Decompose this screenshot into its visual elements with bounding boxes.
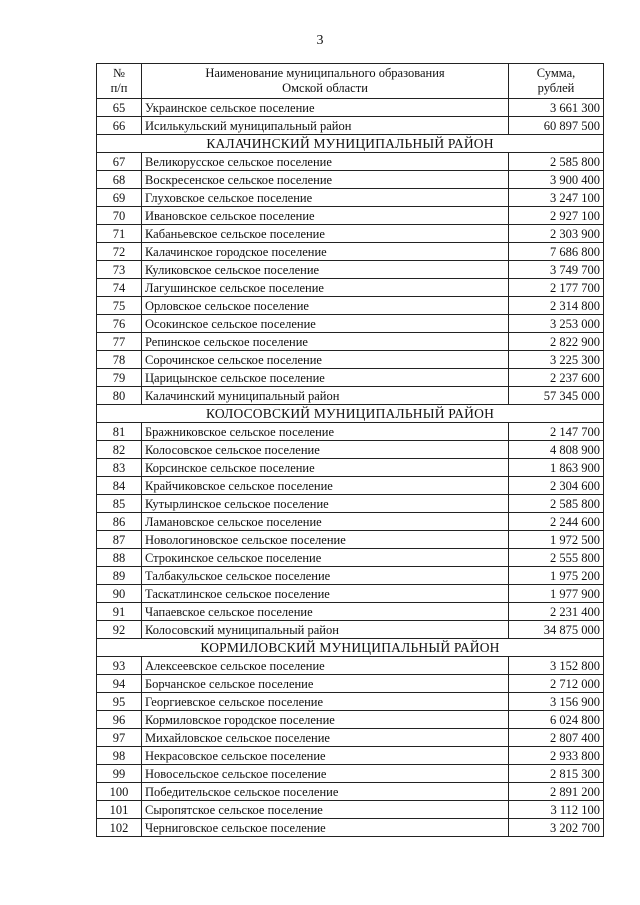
row-number: 69 (97, 189, 142, 207)
table-row (97, 819, 604, 837)
table-body (97, 99, 604, 837)
district-section-title: КАЛАЧИНСКИЙ МУНИЦИПАЛЬНЫЙ РАЙОН (97, 135, 604, 153)
table-row (97, 369, 604, 387)
district-section-row (97, 135, 604, 153)
municipality-name: Михайловское сельское поселение (142, 729, 509, 747)
table-row (97, 477, 604, 495)
municipality-name: Осокинское сельское поселение (142, 315, 509, 333)
amount-rubles: 3 156 900 (509, 693, 604, 711)
table-row (97, 459, 604, 477)
table-row (97, 603, 604, 621)
amount-rubles: 2 822 900 (509, 333, 604, 351)
table-row (97, 729, 604, 747)
municipality-name: Глуховское сельское поселение (142, 189, 509, 207)
row-number: 68 (97, 171, 142, 189)
municipality-name: Сыропятское сельское поселение (142, 801, 509, 819)
municipality-name: Лагушинское сельское поселение (142, 279, 509, 297)
municipality-name: Георгиевское сельское поселение (142, 693, 509, 711)
row-number: 94 (97, 675, 142, 693)
municipality-name: Орловское сельское поселение (142, 297, 509, 315)
amount-rubles: 2 314 800 (509, 297, 604, 315)
header-name-line2: Омской области (282, 81, 368, 95)
table-row (97, 675, 604, 693)
amount-rubles: 6 024 800 (509, 711, 604, 729)
table-row (97, 297, 604, 315)
table-row (97, 801, 604, 819)
municipality-name: Куликовское сельское поселение (142, 261, 509, 279)
row-number: 65 (97, 99, 142, 117)
amount-rubles: 2 237 600 (509, 369, 604, 387)
table-row (97, 351, 604, 369)
table-row (97, 585, 604, 603)
row-number: 85 (97, 495, 142, 513)
row-number: 82 (97, 441, 142, 459)
row-number: 72 (97, 243, 142, 261)
municipality-name: Калачинский муниципальный район (142, 387, 509, 405)
municipality-name: Талбакульское сельское поселение (142, 567, 509, 585)
municipality-name: Великорусское сельское поселение (142, 153, 509, 171)
amount-rubles: 2 891 200 (509, 783, 604, 801)
municipality-name: Строкинское сельское поселение (142, 549, 509, 567)
municipality-name: Царицынское сельское поселение (142, 369, 509, 387)
municipality-name: Некрасовское сельское поселение (142, 747, 509, 765)
table-row (97, 765, 604, 783)
row-number: 91 (97, 603, 142, 621)
row-number: 81 (97, 423, 142, 441)
amount-rubles: 2 147 700 (509, 423, 604, 441)
table-row (97, 567, 604, 585)
municipality-name: Кабаньевское сельское поселение (142, 225, 509, 243)
municipality-name: Ивановское сельское поселение (142, 207, 509, 225)
amount-rubles: 2 807 400 (509, 729, 604, 747)
amount-rubles: 2 555 800 (509, 549, 604, 567)
page-number: 3 (316, 33, 324, 48)
table-row (97, 189, 604, 207)
table-row (97, 657, 604, 675)
amount-rubles: 60 897 500 (509, 117, 604, 135)
row-number: 66 (97, 117, 142, 135)
row-number: 75 (97, 297, 142, 315)
table-row (97, 495, 604, 513)
amount-rubles: 3 152 800 (509, 657, 604, 675)
municipality-name: Репинское сельское поселение (142, 333, 509, 351)
amount-rubles: 1 975 200 (509, 567, 604, 585)
allocation-table (96, 63, 604, 837)
row-number: 89 (97, 567, 142, 585)
municipality-name: Чапаевское сельское поселение (142, 603, 509, 621)
header-number-line1: № (113, 66, 125, 80)
table-row (97, 207, 604, 225)
amount-rubles: 2 585 800 (509, 495, 604, 513)
municipality-name: Новосельское сельское поселение (142, 765, 509, 783)
municipality-name: Победительское сельское поселение (142, 783, 509, 801)
municipality-name: Крайчиковское сельское поселение (142, 477, 509, 495)
header-number-column (97, 64, 142, 99)
municipality-name: Колосовский муниципальный район (142, 621, 509, 639)
municipality-name: Алексеевское сельское поселение (142, 657, 509, 675)
municipality-name: Кутырлинское сельское поселение (142, 495, 509, 513)
municipality-name: Исилькульский муниципальный район (142, 117, 509, 135)
row-number: 83 (97, 459, 142, 477)
district-section-title: КОЛОСОВСКИЙ МУНИЦИПАЛЬНЫЙ РАЙОН (97, 405, 604, 423)
table-row (97, 783, 604, 801)
amount-rubles: 2 712 000 (509, 675, 604, 693)
amount-rubles: 1 972 500 (509, 531, 604, 549)
amount-rubles: 2 231 400 (509, 603, 604, 621)
amount-rubles: 3 112 100 (509, 801, 604, 819)
header-sum-line2: рублей (537, 81, 575, 95)
header-name-line1: Наименование муниципального образования (205, 66, 445, 80)
header-sum-line1: Сумма, (536, 66, 576, 80)
table-row (97, 153, 604, 171)
amount-rubles: 2 177 700 (509, 279, 604, 297)
amount-rubles: 3 749 700 (509, 261, 604, 279)
table-row (97, 711, 604, 729)
row-number: 88 (97, 549, 142, 567)
amount-rubles: 3 247 100 (509, 189, 604, 207)
table-row (97, 117, 604, 135)
row-number: 102 (97, 819, 142, 837)
table-row (97, 171, 604, 189)
amount-rubles: 3 225 300 (509, 351, 604, 369)
municipality-name: Черниговское сельское поселение (142, 819, 509, 837)
row-number: 96 (97, 711, 142, 729)
row-number: 92 (97, 621, 142, 639)
amount-rubles: 4 808 900 (509, 441, 604, 459)
amount-rubles: 2 585 800 (509, 153, 604, 171)
table-row (97, 693, 604, 711)
amount-rubles: 2 244 600 (509, 513, 604, 531)
district-section-row (97, 405, 604, 423)
row-number: 86 (97, 513, 142, 531)
row-number: 80 (97, 387, 142, 405)
table-row (97, 747, 604, 765)
district-section-title: КОРМИЛОВСКИЙ МУНИЦИПАЛЬНЫЙ РАЙОН (97, 639, 604, 657)
table-row (97, 225, 604, 243)
row-number: 95 (97, 693, 142, 711)
amount-rubles: 2 927 100 (509, 207, 604, 225)
row-number: 98 (97, 747, 142, 765)
table-row (97, 531, 604, 549)
table-row (97, 315, 604, 333)
row-number: 70 (97, 207, 142, 225)
row-number: 79 (97, 369, 142, 387)
amount-rubles: 2 815 300 (509, 765, 604, 783)
table-row (97, 243, 604, 261)
municipality-name: Калачинское городское поселение (142, 243, 509, 261)
table-row (97, 261, 604, 279)
table-row (97, 549, 604, 567)
row-number: 100 (97, 783, 142, 801)
row-number: 99 (97, 765, 142, 783)
row-number: 73 (97, 261, 142, 279)
row-number: 90 (97, 585, 142, 603)
row-number: 93 (97, 657, 142, 675)
amount-rubles: 7 686 800 (509, 243, 604, 261)
municipality-name: Бражниковское сельское поселение (142, 423, 509, 441)
table-row (97, 621, 604, 639)
row-number: 97 (97, 729, 142, 747)
municipality-name: Воскресенское сельское поселение (142, 171, 509, 189)
row-number: 71 (97, 225, 142, 243)
row-number: 77 (97, 333, 142, 351)
amount-rubles: 2 933 800 (509, 747, 604, 765)
municipality-name: Таскатлинское сельское поселение (142, 585, 509, 603)
municipality-name: Новологиновское сельское поселение (142, 531, 509, 549)
table-row (97, 279, 604, 297)
amount-rubles: 2 304 600 (509, 477, 604, 495)
amount-rubles: 57 345 000 (509, 387, 604, 405)
municipality-name: Корсинское сельское поселение (142, 459, 509, 477)
amount-rubles: 1 863 900 (509, 459, 604, 477)
row-number: 101 (97, 801, 142, 819)
row-number: 67 (97, 153, 142, 171)
municipality-name: Колосовское сельское поселение (142, 441, 509, 459)
header-sum-column (509, 64, 604, 99)
district-section-row (97, 639, 604, 657)
table-row (97, 99, 604, 117)
row-number: 84 (97, 477, 142, 495)
table-header-row (97, 64, 604, 99)
row-number: 74 (97, 279, 142, 297)
amount-rubles: 3 661 300 (509, 99, 604, 117)
municipality-name: Сорочинское сельское поселение (142, 351, 509, 369)
header-number-line2: п/п (110, 81, 128, 95)
row-number: 87 (97, 531, 142, 549)
row-number: 78 (97, 351, 142, 369)
amount-rubles: 1 977 900 (509, 585, 604, 603)
amount-rubles: 3 202 700 (509, 819, 604, 837)
municipality-name: Борчанское сельское поселение (142, 675, 509, 693)
municipality-name: Украинское сельское поселение (142, 99, 509, 117)
header-name-column (142, 64, 509, 99)
table-row (97, 423, 604, 441)
table-row (97, 387, 604, 405)
amount-rubles: 3 253 000 (509, 315, 604, 333)
table-row (97, 441, 604, 459)
amount-rubles: 34 875 000 (509, 621, 604, 639)
table-row (97, 333, 604, 351)
row-number: 76 (97, 315, 142, 333)
municipality-name: Кормиловское городское поселение (142, 711, 509, 729)
table-row (97, 513, 604, 531)
municipality-name: Ламановское сельское поселение (142, 513, 509, 531)
amount-rubles: 2 303 900 (509, 225, 604, 243)
amount-rubles: 3 900 400 (509, 171, 604, 189)
